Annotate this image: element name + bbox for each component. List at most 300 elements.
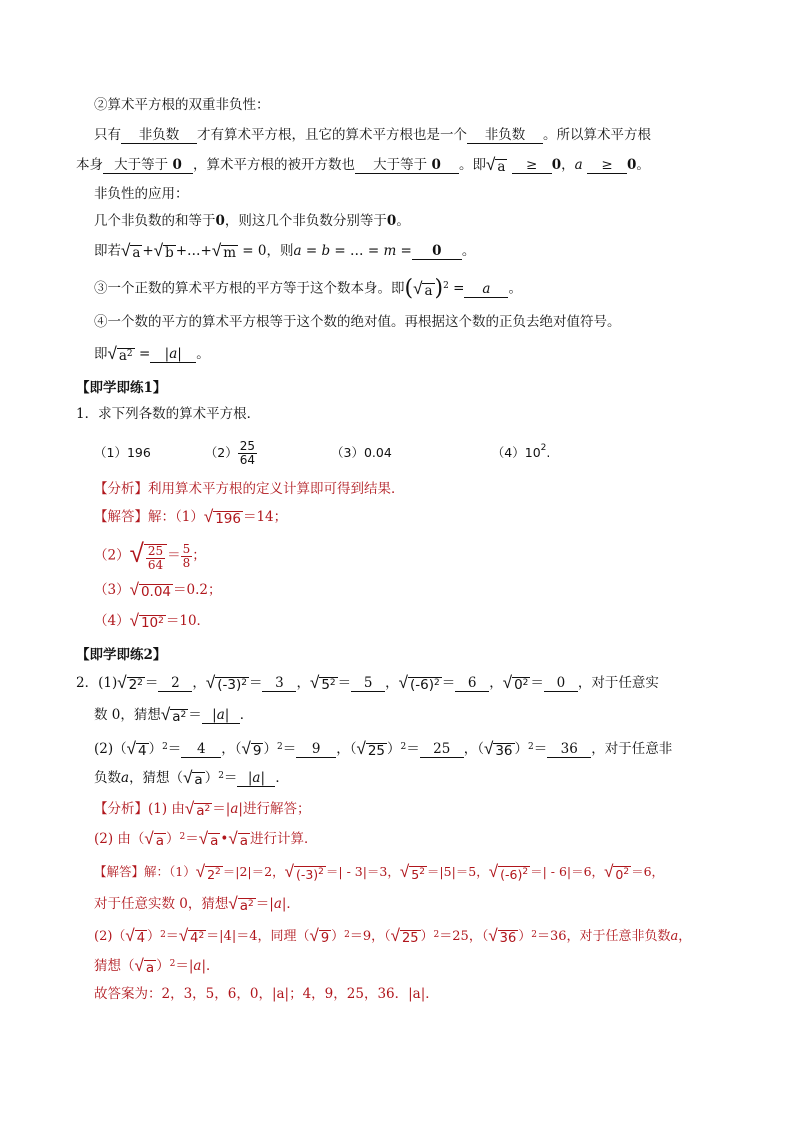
radicand [144,544,167,572]
exponent: 2 [433,678,440,688]
radicand: a [132,245,141,261]
radical-sign: √ [129,611,139,631]
text: ＝|4|＝4，同理（ [206,929,310,944]
text: 才有算术平方根，且它的算术平方根也是一个 [197,127,467,143]
radical-sign: √ [486,155,496,175]
sqrt-expression [135,957,157,976]
text: 2 [128,677,138,693]
radical-sign: √ [125,926,135,946]
text: ） [263,741,277,757]
practice-header-2: 【即学即练2】 [76,647,167,663]
exponent: 2 [158,616,164,626]
text: m [383,243,397,259]
sqrt-expression [127,740,149,759]
radicand [127,677,145,693]
text: 2．(1) [76,675,118,691]
question-1-solution-4 [94,611,210,631]
answer-blank: ≥ [512,157,552,174]
text: ＝ [167,741,182,757]
sqrt-expression [604,863,631,882]
radicand: m [223,245,236,261]
exponent: 2 [248,899,254,909]
radical-sign: √ [309,926,319,946]
text: 4 [190,931,199,946]
text: ， [296,675,310,691]
exponent: 2 [522,867,529,877]
text: |进行解答； [238,801,311,817]
text: 进行计算． [250,831,318,847]
text: (2)（ [94,741,127,757]
radicand: a [497,159,506,175]
sqrt-expression [212,242,238,261]
text: （4） [94,613,130,629]
question-2-solution-4 [94,956,220,976]
radicand [194,803,212,819]
exponent: 2 [276,742,283,752]
question-2-line-2 [94,705,253,725]
exponent: 2 [540,443,547,453]
practice-header-1: 【即学即练1】 [76,380,167,396]
radical-sign: √ [284,862,294,882]
answer-blank: 非负数 [121,127,197,144]
answer-blank: 5 [351,675,385,692]
radicand: 9 [252,743,262,759]
radicand: b [165,245,174,261]
text: 解：（1） [144,864,196,879]
text: 数 0，猜想 [94,707,161,723]
radical-sign: √ [203,507,214,527]
text: ， [385,675,399,691]
sqrt-expression [121,242,142,261]
question-1-items [94,440,550,467]
answer-blank: ≥ [587,157,627,174]
text: 只有 [94,127,121,143]
radical-sign: √ [205,673,216,693]
section-4-line: ④一个数的平方的算术平方根等于这个数的绝对值。再根据这个数的正负去绝对值符号。 [94,314,621,330]
item-3: （3）0.04 [331,445,392,460]
text: 5 [411,867,420,882]
text: ＝25，（ [439,929,489,944]
text: a [574,157,583,173]
radical-sign: √ [117,673,127,693]
exponent: 2 [531,930,537,940]
radical-sign: √ [195,862,206,882]
radical-sign: √ [144,829,154,849]
sqrt-expression [199,830,221,849]
sqrt-expression [486,156,507,175]
text: 大于等于 [373,157,428,173]
radical-sign: √ [121,241,131,261]
text: ，（ [336,741,357,757]
radical-sign: √ [309,673,320,693]
radical-sign: √ [129,580,139,600]
sqrt-expression [228,895,255,914]
numerator: 25 [239,439,256,453]
text: ） [387,741,401,757]
analysis-tag: 【分析】 [94,801,148,817]
item-1: （1）196 [94,445,151,460]
question-2-solution-1 [94,862,664,882]
text: = 0，则 [242,243,294,259]
sqrt-expression [484,740,515,759]
sqrt-expression [400,863,427,882]
text: ． [275,770,289,786]
exponent: 2 [179,832,186,842]
sqrt-expression [179,927,206,946]
text: a [670,929,679,944]
text: ，对于任意实 [577,675,659,691]
text: ＝14； [242,509,288,525]
question-2-line-3 [94,739,672,759]
text: • [220,831,229,847]
answer-blank: |a| [202,707,240,724]
text: 0 [215,213,225,229]
answer-blank: |a| [150,346,196,363]
text: = [138,346,151,362]
question-1: 1．求下列各数的算术平方根． [76,406,261,422]
text: ＝|5|＝5， [426,864,489,879]
sqrt-expression [144,830,166,849]
radicand: 36 [495,743,513,759]
sqrt-expression [130,581,173,600]
text: 。所以算术平方根 [543,127,651,143]
question-1-solution-1 [94,507,287,527]
text: 大于等于 [114,157,169,173]
text: ＝ [441,675,456,691]
radicand: a [424,282,433,299]
text: ＝ [165,929,179,944]
question-1-solution-3 [94,580,221,600]
text: ＝|2|＝2， [222,864,285,879]
sqrt-expression [309,927,331,946]
answer-blank: 2 [158,675,192,692]
application-line-1 [94,211,410,231]
radicand [205,866,223,882]
exponent: 2 [218,771,224,781]
sqrt-expression [399,674,442,693]
question-1-analysis [94,479,405,499]
exponent: 2 [329,678,336,688]
exponent: 2 [204,804,211,814]
radical-sign: √ [390,926,400,946]
radical-sign: √ [129,539,144,569]
radicand [139,615,166,631]
analysis-tag: 【分析】 [94,481,148,497]
text: b [321,243,331,259]
denominator: 8 [182,555,191,570]
text: ＝36，对于任意非负数 [536,929,671,944]
text: (-6) [500,867,523,882]
exponent: 2 [433,930,440,940]
radical-sign: √ [488,862,499,882]
sqrt-expression [356,740,387,759]
sqrt-expression [206,674,249,693]
text: 10 [140,615,159,631]
exponent: 2 [318,867,324,877]
text: 0 [615,867,624,882]
text: +…+ [175,243,212,259]
sqrt-expression [154,242,176,261]
radicand: 4 [137,743,147,759]
radicand: 0.04 [140,584,171,600]
sqrt-expression [196,863,223,882]
text: (2)（ [94,929,126,944]
radical-sign: √ [483,739,494,759]
text: 0 [386,213,397,229]
text: (-3) [217,677,242,693]
section-2-line-2 [76,155,650,175]
text: 0 [172,157,182,173]
text: ） [166,831,180,847]
exponent: 2 [241,678,247,688]
sqrt-expression [503,674,531,693]
text: ＝ [282,741,297,757]
radicand [512,677,530,693]
question-2-analysis-1 [94,799,310,819]
sqrt-expression [125,927,147,946]
answer-blank [103,157,193,174]
text: 猜想（ [94,958,135,974]
text: 0 [431,157,441,173]
radical-sign: √ [160,705,171,725]
item-2-label: （2） [204,445,238,460]
radical-sign: √ [413,278,423,299]
text: ③一个正数的算术平方根的平方等于这个数本身。即 [94,280,405,297]
text: 利用算术平方根的定义计算即可得到结果． [148,481,405,497]
text: 。 [461,243,476,259]
text: ） [147,929,161,944]
exponent: 2 [198,931,205,941]
radicand [613,866,631,882]
text: . [546,445,551,460]
section-2-title: ②算术平方根的双重非负性： [94,97,270,113]
text: ＝ [530,675,544,691]
text: ＝ [144,675,159,691]
radical-sign: √ [134,956,144,976]
exponent: 2 [180,710,187,720]
radicand [409,866,427,882]
text: = [400,243,412,259]
solution-tag: 【解答】 [94,509,148,525]
sqrt-expression [108,345,135,364]
text: ＝ [185,831,199,847]
text: （2） [94,547,130,564]
sqrt-expression [228,830,250,849]
radicand: 36 [499,931,517,946]
section-2-line-1 [94,125,651,145]
radicand [319,677,337,693]
radicand [238,898,256,914]
exponent: 2 [162,742,168,752]
text: = … = [334,243,380,259]
radicand: 25 [367,743,385,759]
radical-sign: √ [228,894,238,914]
solution-tag: 【解答】 [94,864,145,879]
radicand: 196 [215,511,241,527]
radicand [188,930,206,946]
exponent: 2 [400,742,407,752]
text: ＝9，（ [349,929,391,944]
radicand: a [239,833,248,849]
text: ＝ [248,675,263,691]
exponent: 2 [160,930,166,940]
sqrt-expression [185,800,212,819]
radicand: 25 [401,931,419,946]
answer-blank: |a| [237,770,275,787]
text: ＝ [406,741,420,757]
sqrt-expression [489,863,530,882]
text: ＝6， [631,864,665,879]
text: |． [201,958,220,974]
radicand [408,677,442,693]
radicand: a [145,960,155,976]
text: 0 [514,677,523,693]
text: 。 [636,157,650,173]
text: a [172,709,181,725]
text: ， [561,157,575,173]
text: ＝ [188,707,202,723]
radical-sign: √ [356,739,366,759]
radicand: 4 [136,931,146,946]
numerator: 5 [182,541,191,556]
text: ） [148,741,163,757]
sqrt-expression [204,508,243,527]
exponent: 2 [137,678,143,688]
radical-sign: √ [241,739,251,759]
text: 2 [207,867,216,882]
text: 。 [508,280,522,297]
text: ＝| [212,801,231,817]
text: ， [489,675,503,691]
text: a [196,803,205,819]
text: 。即 [459,157,486,173]
text: |． [281,896,300,912]
text: (2) 由（ [94,831,145,847]
text: ＝ [337,675,352,691]
section-3-line [94,278,522,300]
text: ） [204,770,219,786]
text: 几个非负数的和等于 [94,213,216,229]
text: 。 [396,213,410,229]
radicand [117,348,135,364]
text: ） [420,929,434,944]
answer-blank: 0 [544,675,578,692]
radical-sign: √ [488,926,498,946]
text: 负数 [94,770,121,786]
radical-sign: √ [211,241,222,261]
question-2-solution-3 [94,927,691,947]
text: ，算术平方根的被开方数也 [193,157,355,173]
radicand [498,866,530,882]
sqrt-expression [310,674,338,693]
question-2-final-answer: 故答案为：2，3，5，6，0，|a|；4，9，25，36．|a|． [94,986,439,1002]
text: (-6) [409,677,434,693]
exponent: 2 [215,867,221,877]
item-4: （4）10 [491,445,541,460]
question-1-solution-2 [94,540,206,572]
sqrt-expression [488,927,518,946]
text: ） [156,958,170,974]
fraction [238,440,257,467]
radicand: a [155,833,165,849]
text: a [273,896,282,912]
radicand [215,677,249,693]
text: a [230,801,239,817]
text: （3） [94,582,130,598]
radical-sign: √ [198,829,209,849]
text: 对于任意实数 0，猜想 [94,896,229,912]
sqrt-expression [391,927,421,946]
text: ，猜想（ [129,770,184,786]
answer-blank: a [464,281,508,298]
exponent: 2 [344,930,350,940]
radical-sign: √ [184,799,195,819]
sqrt-expression [130,540,168,572]
denominator: 64 [147,558,164,572]
text: 。 [196,346,210,362]
text: 0 [626,157,637,173]
application-title: 非负性的应用： [94,186,189,202]
exponent: 2 [443,281,449,291]
fraction [146,545,165,572]
sqrt-expression [130,612,166,631]
radical-sign: √ [398,673,408,693]
exponent: 2 [419,867,425,877]
text: 即若 [94,243,121,259]
denominator: 64 [239,453,256,467]
text: 0 [551,157,562,173]
text: ＝0.2； [173,582,222,598]
radical-sign: √ [228,829,238,849]
text: ． [239,707,254,723]
sqrt-expression [413,280,434,299]
radical-sign: √ [604,862,614,882]
answer-blank: 25 [420,741,464,758]
text: ＝| [255,896,274,912]
answer-blank: 3 [262,675,296,692]
text: = [453,280,465,297]
radicand: a [210,833,219,849]
sqrt-expression [161,706,188,725]
radicand [294,866,326,882]
sqrt-expression [242,740,264,759]
section-4-formula [94,344,210,364]
exponent: 2 [528,742,534,752]
exponent: 2 [126,349,133,359]
radical-sign: √ [183,768,193,788]
answer-blank [355,157,459,174]
radical-sign: √ [107,344,117,364]
text: a [293,243,302,259]
text: ） [514,741,529,757]
radical-sign: √ [502,673,513,693]
text: a [121,770,130,786]
text: ，（ [221,741,242,757]
text: ＝| [175,958,194,974]
text: ＝ [167,547,181,564]
text: a [239,898,249,914]
text: ＝| - 6|＝6， [530,864,605,879]
exponent: 2 [623,867,630,877]
application-line-2 [94,241,475,261]
radicand [170,709,188,725]
sqrt-expression [117,674,145,693]
radical-sign: √ [399,862,410,882]
sqrt-expression [183,769,205,788]
answer-blank: 9 [296,741,336,758]
fraction [181,543,193,570]
question-2-line-1 [76,673,659,693]
